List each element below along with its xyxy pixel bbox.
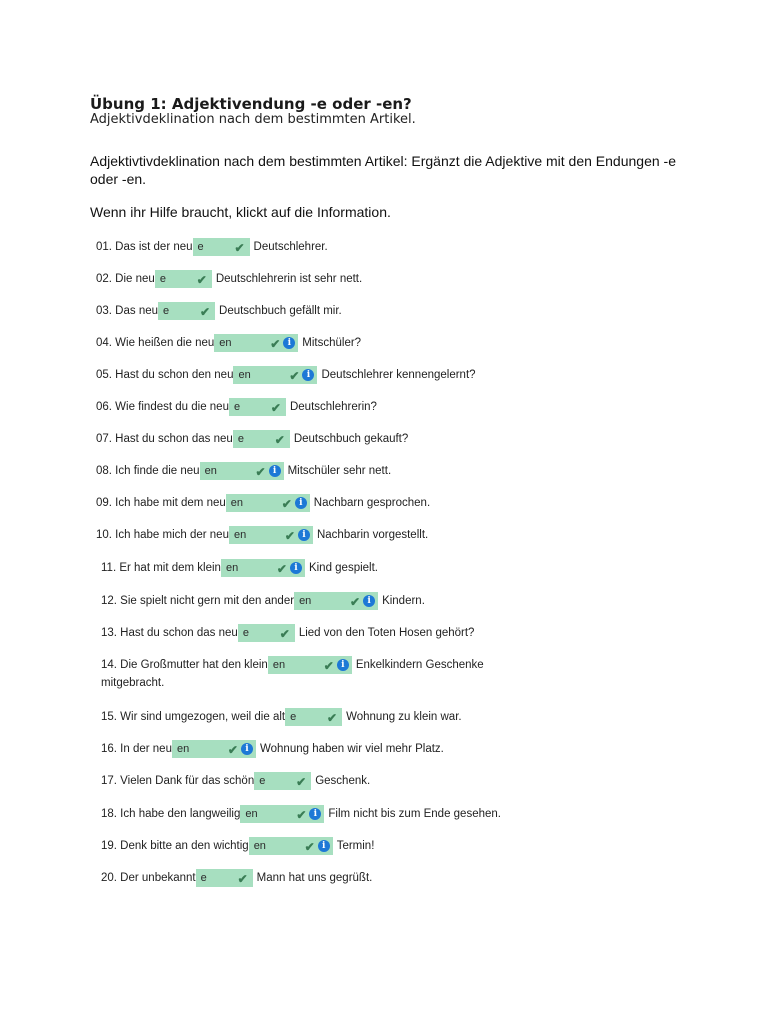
- info-icon[interactable]: i: [283, 337, 295, 349]
- check-icon: ✔: [279, 627, 290, 641]
- answer-field[interactable]: [193, 238, 250, 256]
- answer-value: en: [253, 840, 266, 852]
- exercise-continuation: Deutschlehrer kennengelernt?: [321, 369, 476, 382]
- exercise-prompt: 15. Wir sind umgezogen, weil die alt: [101, 711, 286, 724]
- exercise-continuation: Deutschlehrerin?: [289, 401, 377, 414]
- info-icon[interactable]: i: [337, 659, 349, 671]
- exercise-continuation: Wohnung haben wir viel mehr Platz.: [259, 743, 444, 756]
- answer-value: e: [197, 241, 204, 253]
- page-subtitle: Adjektivdeklination nach dem bestimmten Artikel.: [90, 112, 416, 127]
- check-icon: ✔: [296, 808, 307, 822]
- exercise-item: [101, 772, 370, 790]
- answer-value: en: [225, 562, 239, 574]
- exercise-item: [96, 526, 428, 544]
- exercise-item: [101, 559, 378, 577]
- answer-value: en: [238, 369, 251, 381]
- exercise-continuation: Mitschüler?: [302, 337, 362, 350]
- exercise-prompt: 07. Hast du schon das neu: [96, 433, 233, 446]
- answer-field[interactable]: [285, 708, 342, 726]
- exercise-prompt: 02. Die neu: [96, 273, 155, 286]
- exercise-item: [96, 462, 391, 480]
- exercise-prompt: 08. Ich finde die neu: [96, 465, 200, 478]
- info-icon[interactable]: i: [318, 840, 330, 852]
- answer-value: e: [290, 711, 297, 723]
- exercise-item: [101, 869, 372, 887]
- exercise-prompt: 16. In der neu: [101, 743, 172, 756]
- check-icon: ✔: [289, 369, 300, 383]
- answer-value: e: [163, 305, 170, 317]
- check-icon: ✔: [327, 711, 338, 725]
- check-icon: ✔: [276, 562, 287, 576]
- check-icon: ✔: [199, 305, 211, 319]
- exercise-prompt: 10. Ich habe mich der neu: [96, 529, 229, 542]
- exercise-item: [96, 494, 430, 512]
- exercise-prompt: 18. Ich habe den langweilig: [101, 808, 241, 821]
- answer-value: en: [272, 659, 286, 671]
- info-icon[interactable]: i: [363, 595, 375, 607]
- exercise-continuation: Geschenk.: [315, 775, 371, 788]
- answer-value: e: [159, 273, 166, 285]
- exercise-item: [96, 334, 361, 352]
- answer-field[interactable]: [240, 805, 324, 823]
- check-icon: ✔: [274, 433, 285, 447]
- exercise-item: [101, 624, 474, 642]
- answer-field[interactable]: [158, 302, 215, 320]
- check-icon: ✔: [323, 659, 334, 673]
- answer-value: en: [233, 529, 247, 541]
- exercise-item: [96, 366, 476, 384]
- page-title: Übung 1: Adjektivendung -e oder -en?: [90, 95, 412, 113]
- exercise-prompt: 06. Wie findest du die neu: [96, 401, 229, 414]
- answer-field[interactable]: [249, 837, 333, 855]
- answer-field[interactable]: [221, 559, 305, 577]
- exercise-continuation: Kind gespielt.: [308, 562, 378, 575]
- exercise-continuation: Film nicht bis zum Ende gesehen.: [328, 808, 501, 821]
- exercise-prompt: 13. Hast du schon das neu: [101, 627, 238, 640]
- answer-value: en: [245, 808, 258, 820]
- info-icon[interactable]: i: [290, 562, 302, 574]
- exercise-prompt: 05. Hast du schon den neu: [96, 369, 234, 382]
- check-icon: ✔: [270, 337, 281, 351]
- exercise-item: [96, 430, 408, 448]
- check-icon: ✔: [304, 840, 315, 854]
- answer-field[interactable]: [155, 270, 212, 288]
- exercise-continuation: Kindern.: [382, 595, 425, 608]
- check-icon: ✔: [284, 529, 295, 543]
- check-icon: ✔: [296, 775, 307, 789]
- exercise-item: [101, 656, 484, 674]
- info-icon[interactable]: i: [295, 497, 307, 509]
- exercise-item: [101, 805, 501, 823]
- answer-field[interactable]: [233, 430, 290, 448]
- exercise-continuation: Nachbarin vorgestellt.: [316, 529, 429, 542]
- exercise-continuation: Mann hat uns gegrüßt.: [256, 872, 373, 885]
- answer-value: e: [200, 872, 207, 884]
- exercise-continuation: Enkelkindern Geschenke: [355, 659, 484, 672]
- exercise-item: [96, 302, 342, 320]
- answer-value: en: [176, 743, 190, 755]
- exercise-continuation: Lied von den Toten Hosen gehört?: [298, 627, 475, 640]
- exercise-prompt: 12. Sie spielt nicht gern mit den ander: [101, 595, 295, 608]
- answer-field[interactable]: [229, 526, 313, 544]
- info-icon[interactable]: i: [309, 808, 321, 820]
- answer-field[interactable]: [172, 740, 256, 758]
- answer-value: en: [230, 497, 244, 509]
- answer-value: en: [219, 337, 232, 349]
- info-icon[interactable]: i: [269, 465, 281, 477]
- exercise-prompt: 09. Ich habe mit dem neu: [96, 497, 226, 510]
- check-icon: ✔: [350, 595, 361, 609]
- exercise-item: [101, 740, 444, 758]
- exercise-item: [96, 398, 377, 416]
- answer-value: en: [299, 595, 312, 607]
- exercise-item: [101, 592, 425, 610]
- answer-field[interactable]: [200, 462, 284, 480]
- exercise-prompt: 20. Der unbekannt: [101, 872, 196, 885]
- exercise-prompt: 01. Das ist der neu: [96, 241, 193, 254]
- exercise-continuation: Wohnung zu klein war.: [346, 711, 462, 724]
- answer-value: e: [233, 401, 241, 413]
- exercise-continuation: Termin!: [336, 840, 375, 853]
- answer-field[interactable]: [196, 869, 253, 887]
- exercise-prompt: 14. Die Großmutter hat den klein: [101, 659, 268, 672]
- answer-field[interactable]: [214, 334, 298, 352]
- exercise-continuation: Deutschbuch gekauft?: [293, 433, 409, 446]
- exercise-item: [101, 837, 374, 855]
- exercise-continuation: Deutschbuch gefällt mir.: [219, 305, 342, 318]
- exercise-continuation: Mitschüler sehr nett.: [287, 465, 392, 478]
- answer-field[interactable]: [254, 772, 311, 790]
- answer-field[interactable]: [238, 624, 295, 642]
- check-icon: ✔: [237, 872, 248, 886]
- exercise-continuation: Deutschlehrer.: [253, 241, 328, 254]
- instruction-text: Adjektivtivdeklination nach dem bestimmten Artikel: Ergänzt die Adjektive mit den Endungen -e oder -en.: [90, 153, 676, 187]
- check-icon: ✔: [270, 401, 281, 415]
- exercise-prompt: 17. Vielen Dank für das schön: [101, 775, 255, 788]
- answer-value: e: [242, 627, 249, 639]
- exercise-item: [96, 270, 362, 288]
- check-icon: ✔: [196, 273, 207, 287]
- check-icon: ✔: [227, 743, 238, 757]
- exercise-item: [101, 708, 462, 726]
- info-icon[interactable]: i: [298, 529, 310, 541]
- answer-value: e: [237, 433, 244, 445]
- answer-field[interactable]: [226, 494, 310, 512]
- answer-value: e: [259, 775, 266, 787]
- info-icon[interactable]: i: [302, 369, 314, 381]
- answer-value: en: [204, 465, 217, 477]
- answer-field[interactable]: [233, 366, 317, 384]
- exercise-prompt: 04. Wie heißen die neu: [96, 337, 215, 350]
- answer-field[interactable]: [294, 592, 378, 610]
- answer-field[interactable]: [229, 398, 286, 416]
- info-icon[interactable]: i: [241, 743, 253, 755]
- exercise-continuation: Nachbarn gesprochen.: [313, 497, 431, 510]
- check-icon: ✔: [281, 497, 292, 511]
- check-icon: ✔: [234, 241, 245, 255]
- check-icon: ✔: [255, 465, 266, 479]
- exercise-continuation: Deutschlehrerin ist sehr nett.: [215, 273, 363, 286]
- answer-field[interactable]: [268, 656, 352, 674]
- exercise-item: [96, 238, 328, 256]
- exercise-continuation-wrap: mitgebracht.: [101, 677, 165, 689]
- exercise-prompt: 19. Denk bitte an den wichtig: [101, 840, 249, 853]
- exercise-prompt: 03. Das neu: [96, 305, 159, 318]
- exercise-prompt: 11. Er hat mit dem klein: [101, 562, 221, 575]
- help-text: Wenn ihr Hilfe braucht, klickt auf die Information.: [90, 204, 391, 220]
